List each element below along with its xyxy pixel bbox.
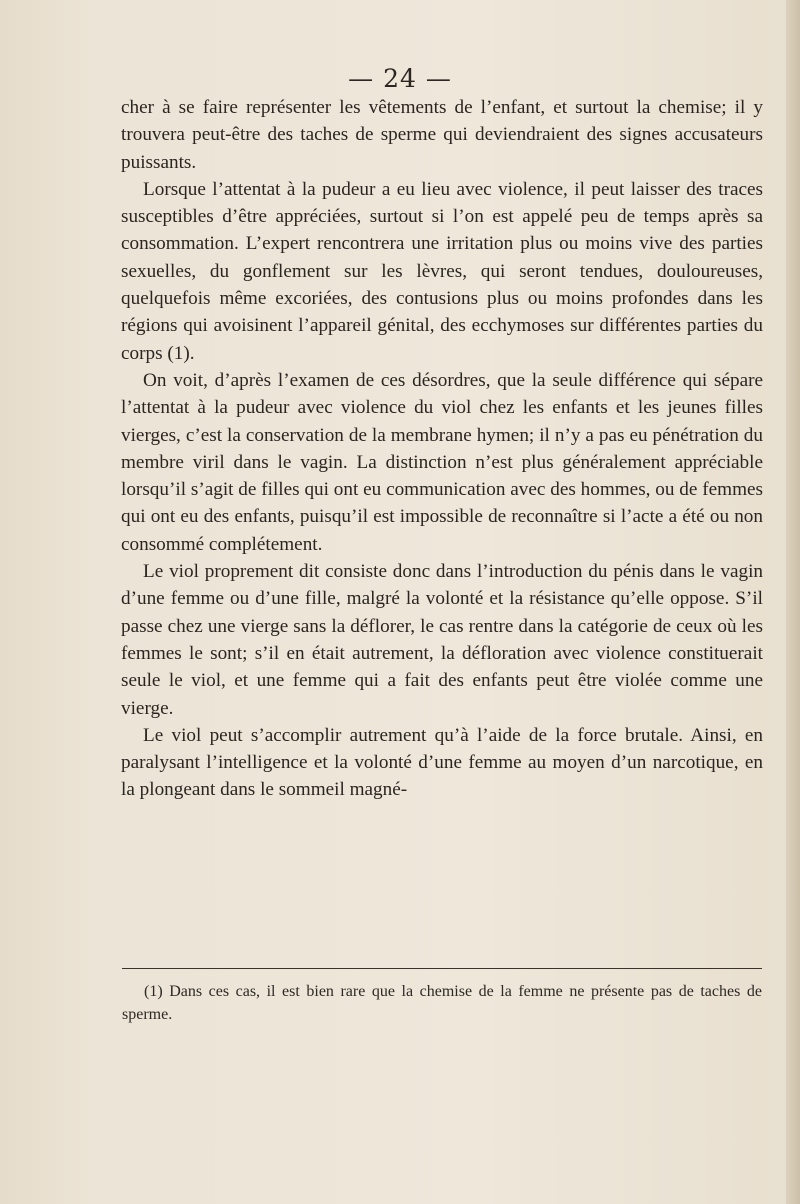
page-edge-shadow	[786, 0, 800, 1204]
body-text	[121, 94, 763, 804]
page-number: — 24 —	[348, 64, 452, 93]
paragraph-4: Le viol proprement dit consiste donc dans l’introduction du pénis dans le vagin d’une femme ou d’une fille, malgré la volonté et la résistance qu’elle oppose. S’il passe chez une vierge sans la déflorer, le cas rentre dans la catégorie de ceux où les femmes le sont; s’il en était autrement, la défloration avec violence constituerait seule le viol, et une femme qui a fait des enfants peut être violée comme une vierge.	[121, 561, 763, 719]
footnote-separator	[122, 968, 762, 969]
footnote	[122, 980, 762, 1026]
paragraph-5: Le viol peut s’accomplir autrement qu’à l’aide de la force brutale. Ainsi, en paralysant l’intelligence et la volonté d’une femme au moyen d’un narcotique, en la plongeant dans le sommeil magné-	[121, 724, 763, 801]
paragraph-3: On voit, d’après l’examen de ces désordres, que la seule différence qui sépare l’attentat à la pudeur avec violence du viol chez les enfants et les jeunes filles vierges, c’est la conservation de la membrane hymen; il n’y a pas eu pénétration du membre viril dans le vagin. La distinction n’est plus généralement appréciable lorsqu’il s’agit de filles qui ont eu communication avec des hommes, ou de femmes qui ont eu des enfants, puisqu’il est impossible de reconnaître si l’acte a été ou non consommé complétement.	[121, 369, 763, 555]
paragraph-1: cher à se faire représenter les vêtements de l’enfant, et surtout la chemise; il y trouvera peut-être des taches de sperme qui deviendraient des signes accusateurs puissants.	[121, 97, 763, 173]
footnote-text: (1) Dans ces cas, il est bien rare que la chemise de la femme ne présente pas de taches de sperme.	[122, 983, 762, 1023]
paragraph-2: Lorsque l’attentat à la pudeur a eu lieu avec violence, il peut laisser des traces susceptibles d’être appréciées, surtout si l’on est appelé peu de temps après sa consommation. L’expert rencontrera une irritation plus ou moins vive des parties sexuelles, du gonflement sur les lèvres, qui seront tendues, douloureuses, quelquefois même excoriées, des contusions plus ou moins profondes dans les régions qui avoisinent l’appareil génital, des ecchymoses sur différentes parties du corps (1).	[121, 178, 763, 364]
